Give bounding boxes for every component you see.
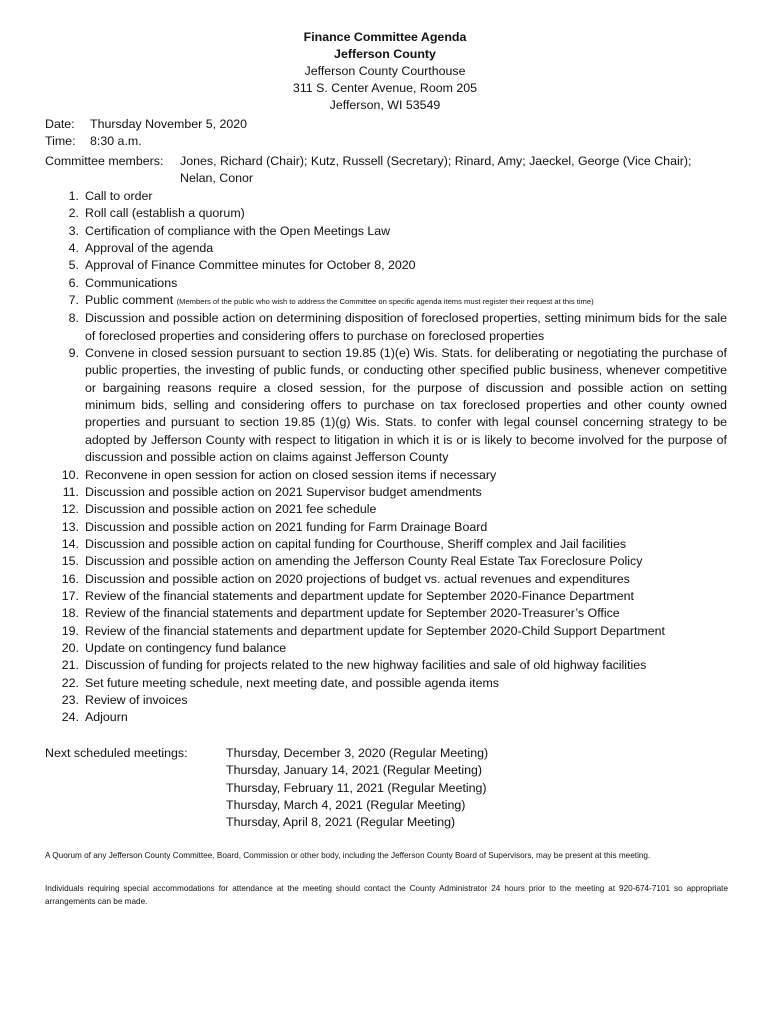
agenda-item-text: Discussion and possible action on 2021 funding for Farm Drainage Board	[85, 519, 488, 534]
agenda-item	[45, 623, 727, 640]
next-meeting-date: Thursday, December 3, 2020 (Regular Meeting)	[226, 746, 489, 760]
meeting-time: 8:30 a.m.	[90, 134, 142, 148]
agenda-item	[45, 275, 727, 292]
agenda-item	[45, 223, 727, 240]
agenda-item-number: 12.	[61, 502, 79, 517]
agenda-item-number: 15.	[61, 554, 79, 569]
date-label: Date:	[45, 117, 75, 131]
agenda-item-text: Discussion and possible action on determining disposition of foreclosed properties, setting minimum bids for the sale of foreclosed properties and considering offers to purchase on foreclosed properties	[85, 311, 727, 343]
agenda-item	[45, 536, 727, 553]
agenda-item-text: Roll call (establish a quorum)	[85, 206, 245, 221]
agenda-item-text: Set future meeting schedule, next meeting date, and possible agenda items	[85, 675, 499, 690]
quorum-notice: A Quorum of any Jefferson County Committee, Board, Commission or other body, including the Jefferson County Board of Supervisors, may be present at this meeting.	[45, 851, 651, 860]
agenda-item-text: Review of invoices	[85, 692, 188, 707]
agenda-item-text: Discussion of funding for projects related to the new highway facilities and sale of old highway facilities	[85, 658, 647, 673]
agenda-item	[45, 467, 727, 484]
time-line	[45, 133, 142, 150]
document-header	[0, 29, 770, 114]
agenda-item	[45, 657, 727, 674]
agenda-item	[45, 605, 727, 622]
agenda-item-text: Discussion and possible action on amending the Jefferson County Real Estate Tax Foreclosure Policy	[85, 554, 643, 569]
agenda-item-number: 9.	[68, 346, 79, 361]
agenda-item-text: Review of the financial statements and department update for September 2020-Finance Department	[85, 588, 634, 603]
agenda-item	[45, 188, 727, 205]
agenda-item	[45, 709, 727, 726]
agenda-item	[45, 675, 727, 692]
county-name: Jefferson County	[334, 47, 436, 61]
agenda-item-note: (Members of the public who wish to address the Committee on specific agenda items must register their request at this time)	[176, 297, 594, 307]
agenda-item-text: Reconvene in open session for action on closed session items if necessary	[85, 467, 497, 482]
time-label: Time:	[45, 134, 76, 148]
agenda-item-number: 21.	[61, 658, 79, 673]
meeting-address: 311 S. Center Avenue, Room 205	[292, 81, 478, 95]
agenda-item-text: Convene in closed session pursuant to section 19.85 (1)(e) Wis. Stats. for deliberating or negotiating the purchase of public properties, the investing of public funds, or conducting other specified public business, whenever competitive or bargaining reasons require a closed session, for the purpose of discussion and possible action on setting minimum bids, selling and considering offers to purchase on tax foreclosed properties and other county owned properties and pursuant to section 19.85 (1)(g) Wis. Stats. to confer with legal counsel concerning strategy to be adopted by Jefferson County with respect to litigation in which it is or is likely to become involved for the purpose of discussion and possible action on claims against Jefferson County	[85, 346, 727, 465]
agenda-item	[45, 345, 727, 466]
agenda-item-number: 14.	[61, 536, 79, 551]
agenda-item	[45, 588, 727, 605]
agenda-item-text: Adjourn	[85, 710, 128, 725]
next-meeting-date: Thursday, January 14, 2021 (Regular Meeting)	[226, 763, 482, 778]
agenda-item-number: 3.	[68, 223, 79, 238]
agenda-item-number: 19.	[61, 623, 79, 638]
next-meetings-dates	[226, 745, 488, 832]
agenda-item-number: 13.	[61, 519, 79, 534]
agenda-item-number: 18.	[61, 606, 79, 621]
agenda-item-number: 2.	[68, 206, 79, 221]
agenda-item	[45, 205, 727, 222]
agenda-item-number: 8.	[68, 311, 79, 326]
agenda-item-number: 6.	[68, 275, 79, 290]
agenda-item-text: Certification of compliance with the Open Meetings Law	[85, 223, 391, 238]
next-meeting-date: Thursday, March 4, 2021 (Regular Meeting)	[226, 798, 466, 813]
next-meeting-date: Thursday, February 11, 2021 (Regular Meeting)	[226, 780, 487, 795]
agenda-item-text: Call to order	[85, 189, 153, 203]
agenda-item	[45, 571, 727, 588]
meeting-city: Jefferson, WI 53549	[329, 98, 441, 112]
agenda-item	[45, 501, 727, 518]
agenda-item-number: 22.	[61, 675, 79, 690]
next-meetings-label: Next scheduled meetings:	[45, 746, 188, 760]
agenda-item-text: Public comment	[85, 293, 174, 308]
agenda-item	[45, 640, 727, 657]
agenda-item-number: 16.	[61, 571, 79, 586]
agenda-item-number: 20.	[61, 640, 79, 655]
agenda-item-text: Approval of the agenda	[85, 241, 214, 256]
members-list: Jones, Richard (Chair); Kutz, Russell (Secretary); Rinard, Amy; Jaeckel, George (Vice Chair); Nelan, Conor	[180, 154, 692, 185]
agenda-item	[45, 257, 727, 274]
agenda-item-number: 7.	[68, 293, 79, 308]
agenda-item-text: Discussion and possible action on 2021 Supervisor budget amendments	[85, 484, 482, 499]
agenda-item	[45, 484, 727, 501]
agenda-item-text: Communications	[85, 275, 178, 290]
agenda-item-number: 23.	[61, 692, 79, 707]
accommodations-notice: Individuals requiring special accommodations for attendance at the meeting should contact the County Administrator 24 hours prior to the meeting at 920-674-7101 so appropriate arrangements can be made.	[45, 884, 728, 906]
agenda-item-number: 24.	[61, 710, 79, 725]
agenda-item-number: 10.	[61, 467, 79, 482]
date-line	[45, 116, 247, 133]
agenda-item-number: 1.	[68, 189, 79, 203]
agenda-item-text: Review of the financial statements and department update for September 2020-Treasurer’s Office	[85, 606, 620, 621]
members-label: Committee members:	[45, 154, 164, 168]
agenda-item-number: 5.	[68, 258, 79, 273]
agenda-item-text: Approval of Finance Committee minutes for October 8, 2020	[85, 258, 416, 273]
agenda-item	[45, 692, 727, 709]
agenda-item	[45, 553, 727, 570]
agenda-item	[45, 519, 727, 536]
agenda-item-number: 17.	[61, 588, 79, 603]
agenda-item-text: Review of the financial statements and department update for September 2020-Child Support Department	[85, 623, 665, 638]
meeting-location: Jefferson County Courthouse	[304, 64, 466, 78]
agenda-item-text: Discussion and possible action on 2021 fee schedule	[85, 502, 377, 517]
agenda-list	[45, 188, 727, 727]
document-title: Finance Committee Agenda	[303, 30, 467, 44]
agenda-item-text: Discussion and possible action on 2020 projections of budget vs. actual revenues and expenditures	[85, 571, 630, 586]
agenda-item	[45, 240, 727, 257]
meeting-date: Thursday November 5, 2020	[90, 117, 248, 131]
agenda-item-number: 11.	[62, 484, 79, 499]
agenda-item-number: 4.	[68, 241, 79, 256]
agenda-item	[45, 292, 727, 310]
agenda-item-text: Update on contingency fund balance	[85, 640, 287, 655]
agenda-item-text: Discussion and possible action on capital funding for Courthouse, Sheriff complex and Jail facilities	[85, 536, 627, 551]
agenda-item	[45, 310, 727, 345]
next-meeting-date: Thursday, April 8, 2021 (Regular Meeting)	[226, 815, 456, 830]
